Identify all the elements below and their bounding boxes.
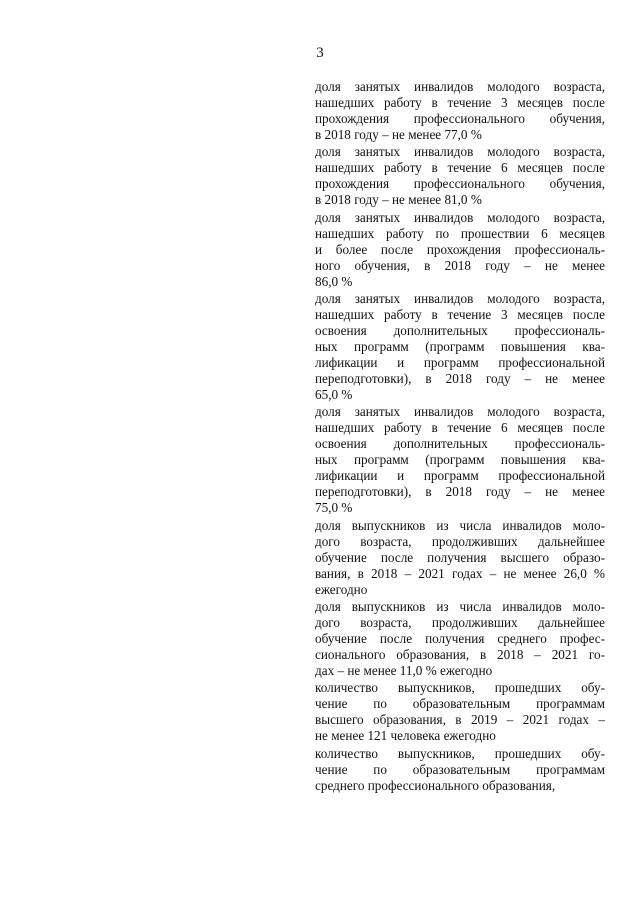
text-line: 65,0 % — [315, 386, 353, 402]
text-line: ных программ (программ повышения ква- — [315, 339, 605, 355]
text-line: лификации и программ профессиональной — [315, 468, 605, 484]
text-line: дого возраста, продолживших дальнейшее — [315, 533, 605, 549]
text-line: прохождения профессионального обучения, — [315, 110, 605, 126]
text-line: освоения дополнительных профессиональ- — [315, 323, 605, 339]
text-line: в 2018 году – не менее 77,0 % — [315, 126, 482, 142]
text-line: количество выпускников, прошедших обу- — [315, 745, 605, 761]
text-line: доля выпускников из числа инвалидов моло- — [315, 517, 605, 533]
text-line: доля занятых инвалидов молодого возраста, — [315, 79, 605, 94]
text-line: высшего образования, в 2019 – 2021 годах – — [315, 712, 605, 728]
text-line: доля занятых инвалидов молодого возраста, — [315, 404, 605, 420]
indicator-paragraph — [315, 746, 605, 794]
text-line: ных программ (программ повышения ква- — [315, 452, 605, 468]
text-line: количество выпускников, прошедших обу- — [315, 680, 605, 696]
text-line: чение по образовательным программам — [315, 761, 605, 777]
text-line: нашедших работу в течение 6 месяцев после — [315, 420, 605, 436]
text-line: переподготовки), в 2018 году – не менее — [315, 370, 605, 386]
text-line: 75,0 % — [315, 500, 353, 516]
page-number: 3 — [316, 45, 324, 61]
text-line: ежегодно — [315, 581, 368, 597]
text-line: вания, в 2018 – 2021 годах – не менее 26,0 % — [315, 565, 605, 581]
text-line: дого возраста, продолживших дальнейшее — [315, 615, 605, 631]
text-line: в 2018 году – не менее 81,0 % — [315, 192, 482, 208]
text-line: 86,0 % — [315, 273, 353, 289]
text-line: нашедших работу по прошествии 6 месяцев — [315, 225, 605, 241]
text-line: дах – не менее 11,0 % ежегодно — [315, 662, 493, 678]
indicator-paragraph — [315, 210, 605, 290]
text-line: освоения дополнительных профессиональ- — [315, 436, 605, 452]
text-line: и более после прохождения профессиональ- — [315, 241, 605, 257]
text-line: доля занятых инвалидов молодого возраста, — [315, 144, 605, 160]
indicator-paragraph — [315, 79, 605, 143]
indicator-paragraph — [315, 144, 605, 208]
text-line: обучение после получения среднего профес- — [315, 630, 605, 646]
text-line: лификации и программ профессиональной — [315, 354, 605, 370]
indicator-paragraph — [315, 518, 605, 598]
text-line: ного обучения, в 2018 году – не менее — [315, 257, 605, 273]
text-line: нашедших работу в течение 6 месяцев после — [315, 160, 605, 176]
text-line: чение по образовательным программам — [315, 696, 605, 712]
text-line: среднего профессионального образования, — [315, 777, 556, 793]
text-line: доля занятых инвалидов молодого возраста, — [315, 209, 605, 225]
text-line: нашедших работу в течение 3 месяцев после — [315, 307, 605, 323]
text-line: доля выпускников из числа инвалидов моло- — [315, 599, 605, 615]
text-line: сионального образования, в 2018 – 2021 го- — [315, 646, 605, 662]
text-line: прохождения профессионального обучения, — [315, 176, 605, 192]
text-line: доля занятых инвалидов молодого возраста, — [315, 291, 605, 307]
text-line: нашедших работу в течение 3 месяцев после — [315, 94, 605, 110]
indicator-text-column — [315, 79, 605, 795]
text-line: не менее 121 человека ежегодно — [315, 728, 496, 744]
text-line: обучение после получения высшего образо- — [315, 549, 605, 565]
indicator-paragraph — [315, 404, 605, 516]
indicator-paragraph — [315, 599, 605, 679]
indicator-paragraph — [315, 680, 605, 744]
text-line: переподготовки), в 2018 году – не менее — [315, 484, 605, 500]
indicator-paragraph — [315, 291, 605, 403]
